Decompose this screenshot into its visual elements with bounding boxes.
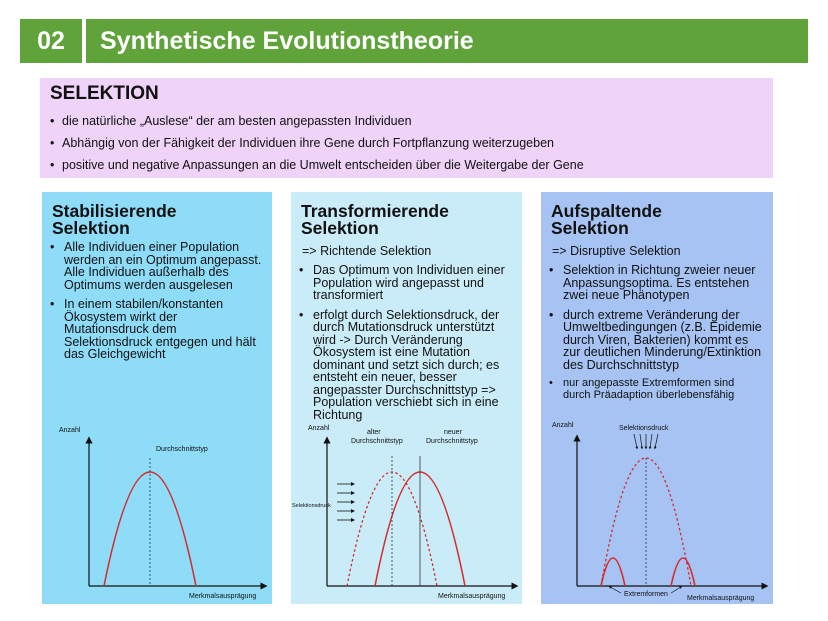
- left-extreme-curve: [601, 558, 625, 586]
- extreme-arrow: [671, 587, 681, 593]
- list-item: • In einem stabilen/konstanten Ökosystem wirkt der Mutationsdruck dem Selektionsdruck entgegen und hält das Gleichgewicht: [50, 298, 264, 361]
- column-list: [50, 241, 264, 368]
- pressure-label: Selektionsdruck: [292, 503, 331, 509]
- list-item: • positive und negative Anpassungen an die Umwelt entscheiden über die Weitergabe der Gene: [50, 155, 584, 177]
- column-transformierende: [291, 192, 522, 604]
- list-item: • Alle Individuen einer Population werden an ein Optimum angepasst. Alle Individuen außerhalb des Optimums werden ausgelesen: [50, 241, 264, 291]
- list-item: • Abhängig von der Fähigkeit der Individuen ihre Gene durch Fortpflanzung weiterzugeben: [50, 133, 584, 155]
- title-line: Transformierende: [301, 201, 449, 221]
- column-list: [299, 264, 513, 428]
- y-axis-label: Anzahl: [552, 422, 574, 429]
- column-aufspaltende: [541, 192, 773, 604]
- title-line: Selektion: [551, 218, 629, 238]
- pressure-label: Selektionsdruck: [619, 425, 669, 432]
- header-separator: [82, 19, 86, 63]
- stabilizing-chart: [42, 420, 272, 604]
- column-title: [52, 203, 267, 237]
- right-extreme-curve: [671, 558, 695, 586]
- selektion-box: [40, 78, 773, 178]
- column-stabilisierende: [42, 192, 272, 604]
- pressure-arrows: [337, 484, 353, 520]
- disruptive-chart: [541, 420, 773, 604]
- title-line: Aufspaltende: [551, 201, 662, 221]
- extremes-label: Extremformen: [624, 591, 668, 598]
- population-curve: [104, 472, 196, 586]
- annotation-label: Durchschnittstyp: [156, 446, 208, 453]
- pressure-arrows: [634, 434, 658, 448]
- title-line: Selektion: [301, 218, 379, 238]
- x-axis-label: Merkmalsausprägung: [687, 595, 755, 602]
- list-item: • die natürliche „Auslese“ der am besten angepassten Individuen: [50, 111, 584, 133]
- new-mean-label: Durchschnittstyp: [426, 438, 478, 445]
- y-axis-label: Anzahl: [308, 425, 330, 432]
- list-item: • durch extreme Veränderung der Umweltbedingungen (z.B. Epidemie durch Viren, Bakterien) kommt es zur deutlichen Minderung/Extinktion des Durchschnittstyp: [549, 309, 763, 372]
- column-list: [549, 264, 763, 408]
- old-mean-label: Durchschnittstyp: [351, 438, 403, 445]
- list-item: • Selektion in Richtung zweier neuer Anpassungsoptima. Es entstehen zwei neue Phänotypen: [549, 264, 763, 302]
- directional-chart: [291, 420, 522, 604]
- column-subtitle: => Disruptive Selektion: [552, 244, 681, 258]
- x-axis-label: Merkmalsausprägung: [189, 593, 257, 600]
- title-line: Stabilisierende: [52, 201, 177, 221]
- column-subtitle: => Richtende Selektion: [302, 244, 432, 258]
- old-mean-label: alter: [367, 429, 381, 436]
- header-bar: [20, 19, 808, 63]
- selektion-title: SELEKTION: [50, 83, 159, 104]
- section-number: 02: [37, 27, 65, 55]
- list-item: • Das Optimum von Individuen einer Population wird angepasst und transformiert: [299, 264, 513, 302]
- extreme-arrow: [610, 587, 621, 593]
- new-mean-label: neuer: [444, 429, 462, 436]
- list-item: • erfolgt durch Selektionsdruck, der durch Mutationsdruck unterstützt wird -> Durch Veränderung Ökosystem ist eine Mutation dominant und setzt sich durch; es entsteht ein neuer, besser angepasster Durchschnittstyp => Population verschiebt sich in eine Richtung: [299, 309, 513, 422]
- list-item: • nur angepasste Extremformen sind durch Präadaption überlebensfähig: [549, 378, 763, 401]
- selektion-list: [50, 111, 584, 177]
- title-line: Selektion: [52, 218, 130, 238]
- column-title: [301, 203, 516, 237]
- page-title: Synthetische Evolutionstheorie: [100, 27, 474, 55]
- x-axis-label: Merkmalsausprägung: [438, 593, 506, 600]
- column-title: [551, 203, 766, 237]
- y-axis-label: Anzahl: [59, 427, 81, 434]
